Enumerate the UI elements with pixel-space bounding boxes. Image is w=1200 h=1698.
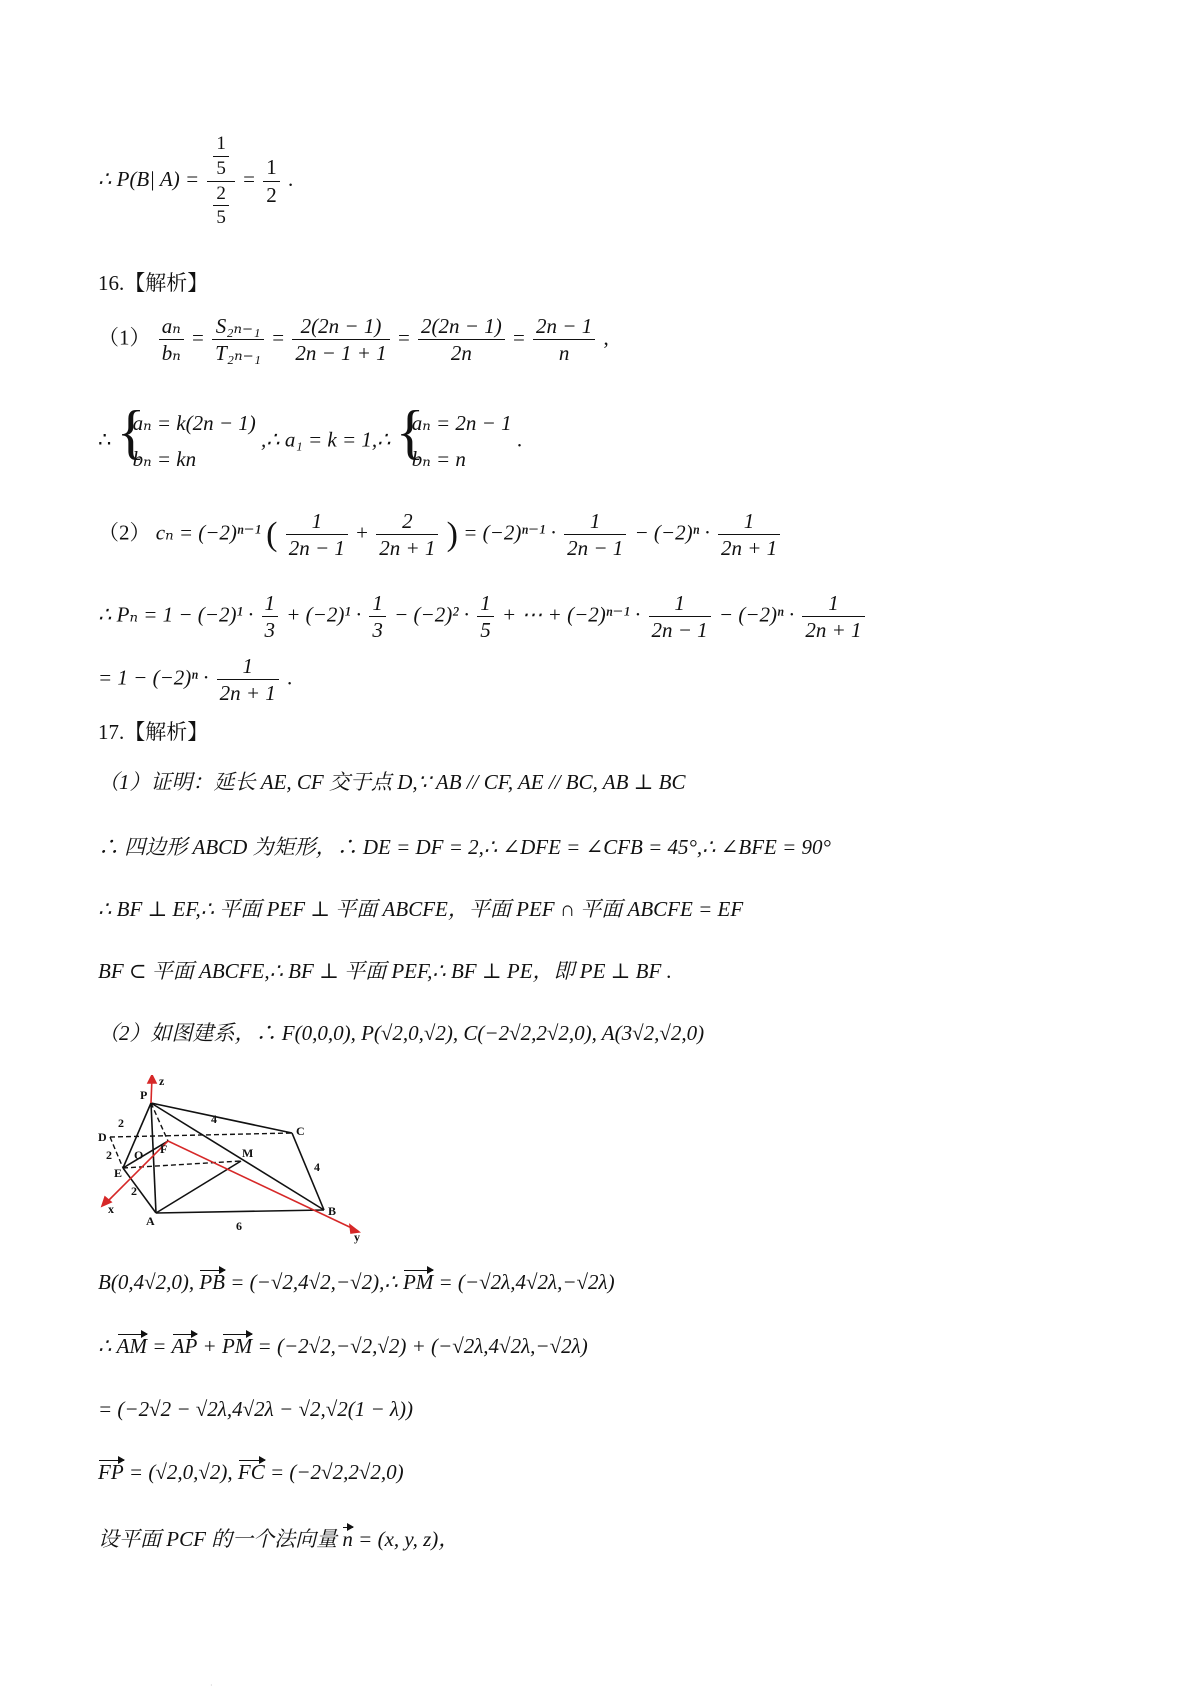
label-B: B bbox=[328, 1204, 337, 1218]
label-de: 2 bbox=[106, 1148, 112, 1162]
vector-line-3: = (−2√2 − √2λ,4√2λ − √2,√2(1 − λ)) bbox=[98, 1397, 413, 1421]
part1-system-line: ∴ { aₙ = k(2n − 1) bₙ = kn ,∴ a₁ = k = 1,∴ { aₙ = 2n − 1 bₙ = n . bbox=[98, 406, 522, 477]
label-ea: 2 bbox=[131, 1184, 137, 1198]
vector-line-1: B(0,4√2,0), PB = (−√2,4√2,−√2),∴ PM = (−√2λ,4√2λ,−√2λ) bbox=[98, 1270, 615, 1294]
label-M: M bbox=[242, 1146, 254, 1160]
label-D: D bbox=[98, 1130, 107, 1144]
label-P: P bbox=[140, 1088, 148, 1102]
label-E: E bbox=[114, 1166, 123, 1180]
label-x: x bbox=[108, 1202, 114, 1216]
heading-16: 16.【解析】 bbox=[98, 271, 209, 295]
conditional-probability-line: ∴ P(B| A) = $\frac{\frac{1}{5}}{\frac{2}{5}}$ = $\frac{1}{2}$ . bbox=[98, 133, 294, 229]
part2-cn-line: （2） cₙ = (−2)ⁿ⁻¹ ( $\frac{1}{2n - 1}$ + $\frac{2}{2n + 1}$ ) = (−2)ⁿ⁻¹ · $\frac{1}{2n - 1}$ − (−2)ⁿ · $\frac{1}{2n + 1}$ bbox=[98, 508, 783, 562]
normal-vector-line: 设平面 PCF 的一个法向量 n = (x, y, z)， bbox=[98, 1527, 460, 1551]
edge-PC bbox=[151, 1103, 292, 1133]
label-F: F bbox=[160, 1142, 168, 1156]
vector-line-4: FP = (√2,0,√2), FC = (−2√2,2√2,0) bbox=[98, 1460, 404, 1484]
vector-line-2: ∴ AM = AP + PM = (−2√2,−√2,√2) + (−√2λ,4√2λ,−√2λ) bbox=[98, 1334, 588, 1358]
part1-ratio-line: （1） $\frac{\text{aₙ}}{\text{bₙ}}$ = $\frac{\text{S₂ₙ₋₁}}{\text{T₂ₙ₋₁}}$ = $\frac{2(2n - 1)}{2n - 1 + 1}$ = $\frac{2(2n - 1)}{2n}$ = $\frac{2n - 1}{n}$ , bbox=[98, 314, 609, 366]
proof-line-4: BF ⊂ 平面 ABCFE,∴ BF ⊥ 平面 PEF,∴ BF ⊥ PE，即 PE ⊥ BF . bbox=[98, 959, 672, 983]
coords-line: （2）如图建系，∴ F(0,0,0), P(√2,0,√2), C(−2√2,2√2,0), A(3√2,√2,0) bbox=[98, 1021, 705, 1045]
label-z: z bbox=[159, 1075, 165, 1088]
footer-mark: · bbox=[210, 1681, 213, 1690]
proof-line-3: ∴ BF ⊥ EF,∴ 平面 PEF ⊥ 平面 ABCFE，平面 PEF ∩ 平面 ABCFE = EF bbox=[98, 897, 744, 921]
pn-result-line: = 1 − (−2)ⁿ · $\frac{1}{2n + 1}$ . bbox=[98, 654, 293, 706]
label-C: C bbox=[296, 1124, 305, 1138]
axis-z-arrow bbox=[148, 1075, 156, 1083]
system-1: { aₙ = k(2n − 1) bₙ = kn bbox=[116, 399, 256, 471]
pyramid-figure bbox=[96, 1075, 386, 1245]
edge-AB bbox=[156, 1210, 324, 1213]
system-2: { aₙ = 2n − 1 bₙ = n bbox=[395, 399, 512, 471]
edge-EA bbox=[123, 1168, 156, 1213]
pn-sum-line: ∴ Pₙ = 1 − (−2)¹ · $\frac{1}{3}$ + (−2)¹ · $\frac{1}{3}$ − (−2)² · $\frac{1}{5}$ + ⋯ + (−2)ⁿ⁻¹ · $\frac{1}{2n - 1}$ − (−2)ⁿ · $\frac{1}{2n + 1}$ bbox=[98, 590, 868, 644]
label-dp: 2 bbox=[118, 1116, 124, 1130]
label-O: O bbox=[134, 1148, 144, 1162]
label-ab: 6 bbox=[236, 1219, 242, 1233]
proof-line-2: ∴ 四边形 ABCD 为矩形，∴ DE = DF = 2,∴ ∠DFE = ∠CFB = 45°,∴ ∠BFE = 90° bbox=[98, 835, 831, 859]
proof-line-1: （1）证明：延长 AE, CF 交于点 D,∵ AB // CF, AE // BC, AB ⊥ BC bbox=[98, 770, 686, 794]
label-A: A bbox=[146, 1214, 155, 1228]
edge-PB bbox=[151, 1103, 324, 1210]
heading-17: 17.【解析】 bbox=[98, 720, 209, 744]
label-cb: 4 bbox=[314, 1160, 320, 1174]
label-pc: 4 bbox=[211, 1112, 217, 1126]
label-y: y bbox=[354, 1230, 360, 1244]
lhs: ∴ P(B| A) = bbox=[98, 166, 200, 191]
compound-fraction: $\frac{\frac{1}{5}}{\frac{2}{5}}$ bbox=[207, 132, 235, 230]
